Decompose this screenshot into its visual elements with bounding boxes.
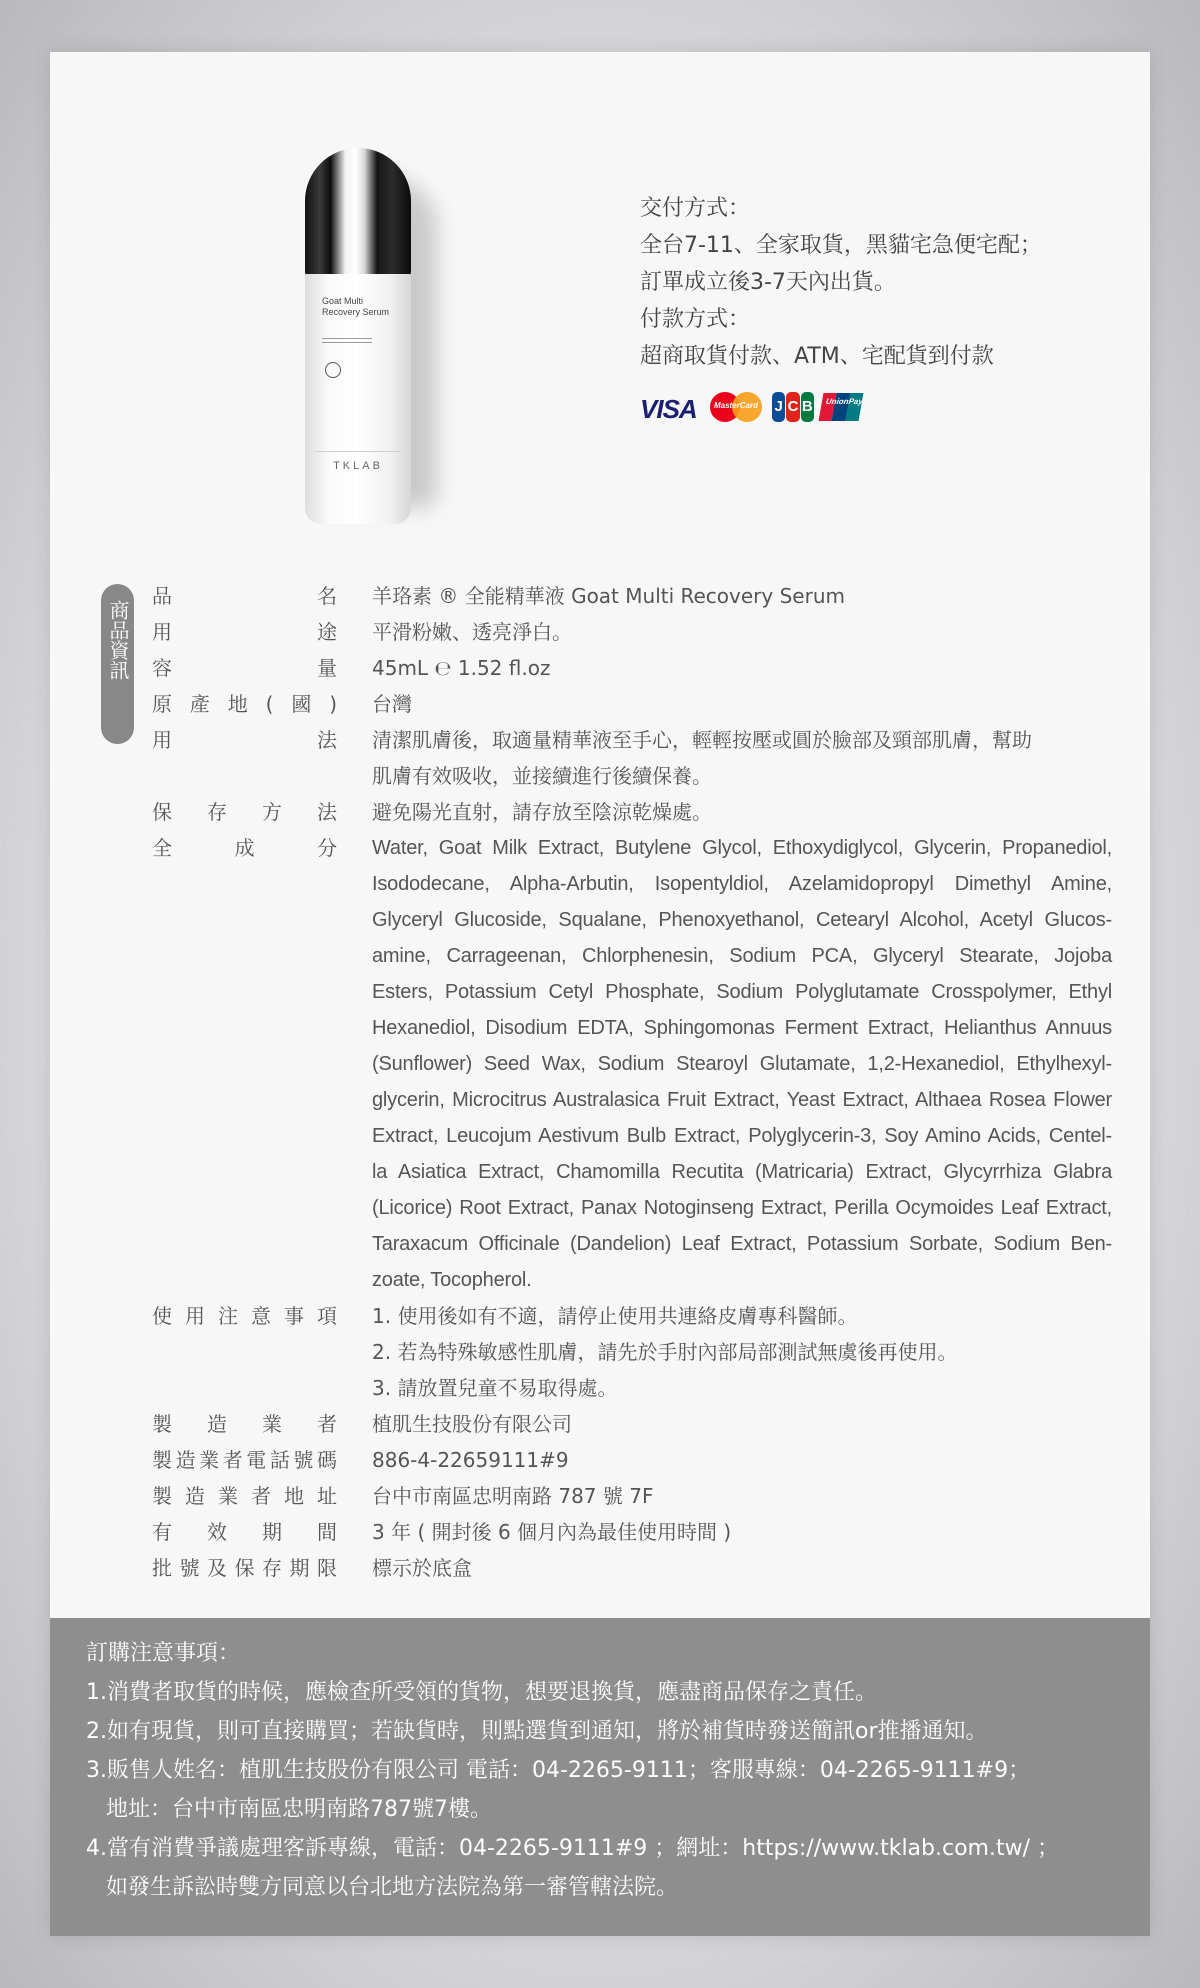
spec-value bbox=[372, 1298, 1112, 1406]
bottle-brand: TKLAB bbox=[333, 460, 383, 472]
visa-logo: VISA bbox=[640, 394, 697, 424]
spec-value-line: 平滑粉嫩、透亮淨白。 bbox=[372, 620, 572, 644]
product-info-tab-label: 商品資訊 bbox=[106, 600, 130, 680]
spec-value-line: 台中市南區忠明南路 787 號 7F bbox=[372, 1484, 654, 1508]
spec-label: 用途 bbox=[152, 620, 337, 644]
product-image bbox=[305, 148, 485, 548]
spec-value bbox=[372, 1550, 1112, 1586]
order-notice-line: 4.當有消費爭議處理客訴專線，電話：04-2265-9111#9 ；網址：https://www.tklab.com.tw/ ； bbox=[86, 1836, 1059, 1861]
spec-value-line: 避免陽光直射，請存放至陰涼乾燥處。 bbox=[372, 800, 712, 824]
spec-value-line: 45mL ℮ 1.52 fl.oz bbox=[372, 656, 551, 680]
spec-value bbox=[372, 1406, 1112, 1442]
spec-value bbox=[372, 578, 1112, 614]
spec-value-line: Hexanediol, Disodium EDTA, Sphingomonas Ferment Extract, Helianthus Annuus bbox=[372, 1017, 1112, 1039]
order-notice-line: 1.消費者取貨的時候，應檢查所受領的貨物，想要退換貨，應盡商品保存之責任。 bbox=[86, 1680, 877, 1705]
spec-value-line: 2. 若為特殊敏感性肌膚，請先於手肘內部局部測試無虞後再使用。 bbox=[372, 1340, 958, 1364]
spec-value-line: la Asiatica Extract, Chamomilla Recutita (Matricaria) Extract, Glycyrrhiza Glabra bbox=[372, 1161, 1112, 1183]
spec-label: 保存方法 bbox=[152, 800, 337, 824]
delivery-payment-info bbox=[640, 190, 1042, 375]
spec-row bbox=[152, 1442, 1112, 1478]
order-notice-line: 2.如有現貨，則可直接購買；若缺貨時，則點選貨到通知，將於補貨時發送簡訊or推播通知。 bbox=[86, 1719, 988, 1744]
spec-value bbox=[372, 722, 1112, 794]
spec-row bbox=[152, 1298, 1112, 1406]
spec-value-line: 886-4-22659111#9 bbox=[372, 1448, 569, 1472]
spec-value bbox=[372, 1442, 1112, 1478]
spec-label: 製造業者 bbox=[152, 1412, 337, 1436]
spec-value-line: 清潔肌膚後，取適量精華液至手心，輕輕按壓或圓於臉部及頸部肌膚，幫助 bbox=[372, 728, 1032, 752]
unionpay-text: UnionPay bbox=[825, 397, 864, 406]
spec-value-line: Extract, Leucojum Aestivum Bulb Extract, Polyglycerin-3, Soy Amino Acids, Centel- bbox=[372, 1125, 1112, 1147]
spec-label: 有效期間 bbox=[152, 1520, 337, 1544]
spec-label: 全成分 bbox=[152, 836, 337, 860]
spec-value-line: Taraxacum Officinale (Dandelion) Leaf Extract, Potassium Sorbate, Sodium Ben- bbox=[372, 1233, 1112, 1255]
bottle-cap bbox=[305, 148, 411, 276]
spec-label: 用法 bbox=[152, 728, 337, 752]
bottle-body bbox=[305, 274, 411, 524]
spec-label: 製造業者地址 bbox=[152, 1484, 337, 1508]
order-notice bbox=[50, 1618, 1150, 1936]
spec-row bbox=[152, 830, 1112, 1298]
spec-value-line: (Sunflower) Seed Wax, Sodium Stearoyl Glutamate, 1,2-Hexanediol, Ethylhexyl- bbox=[372, 1053, 1112, 1075]
spec-label: 原產地(國) bbox=[152, 692, 337, 716]
spec-row bbox=[152, 1406, 1112, 1442]
spec-value-line: 台灣 bbox=[372, 692, 412, 716]
spec-row bbox=[152, 650, 1112, 686]
jcb-letter-j: J bbox=[772, 392, 785, 422]
spec-value-line: Water, Goat Milk Extract, Butylene Glycol, Ethoxydiglycol, Glycerin, Propanediol, bbox=[372, 837, 1112, 859]
spec-row bbox=[152, 614, 1112, 650]
bottle-label-divider bbox=[315, 451, 401, 452]
spec-value bbox=[372, 794, 1112, 830]
spec-value-line: Isododecane, Alpha-Arbutin, Isopentyldiol, Azelamidopropyl Dimethyl Amine, bbox=[372, 873, 1112, 895]
spec-row bbox=[152, 1478, 1112, 1514]
spec-value-line: Esters, Potassium Cetyl Phosphate, Sodium Polyglutamate Crosspolymer, Ethyl bbox=[372, 981, 1112, 1003]
spec-value-line: 植肌生技股份有限公司 bbox=[372, 1412, 572, 1436]
bottle-label-fineprint bbox=[322, 338, 372, 346]
spec-row bbox=[152, 794, 1112, 830]
spec-value bbox=[372, 830, 1112, 1298]
delivery-heading: 交付方式： bbox=[640, 196, 751, 221]
spec-value bbox=[372, 686, 1112, 722]
spec-value-line: Glyceryl Glucoside, Squalane, Phenoxyethanol, Cetearyl Alcohol, Acetyl Glucos- bbox=[372, 909, 1112, 931]
spec-value bbox=[372, 1514, 1112, 1550]
payment-methods: 超商取貨付款、ATM、宅配貨到付款 bbox=[640, 344, 994, 369]
spec-value-line: 1. 使用後如有不適，請停止使用共連絡皮膚專科醫師。 bbox=[372, 1304, 858, 1328]
spec-value-line: 肌膚有效吸收，並接續進行後續保養。 bbox=[372, 764, 712, 788]
spec-label: 使用注意事項 bbox=[152, 1304, 337, 1328]
spec-label: 製造業者電話號碼 bbox=[152, 1448, 337, 1472]
spec-row bbox=[152, 1550, 1112, 1586]
bottle-label-name: Goat Multi Recovery Serum bbox=[322, 296, 390, 317]
spec-value-line: glycerin, Microcitrus Australasica Fruit Extract, Yeast Extract, Althaea Rosea Flower bbox=[372, 1089, 1112, 1111]
jcb-letter-c: C bbox=[786, 392, 799, 422]
spec-label: 容量 bbox=[152, 656, 337, 680]
spec-value bbox=[372, 1478, 1112, 1514]
spec-value bbox=[372, 614, 1112, 650]
spec-value bbox=[372, 650, 1112, 686]
spec-label: 批號及保存期限 bbox=[152, 1556, 337, 1580]
spec-row bbox=[152, 1514, 1112, 1550]
order-notice-line: 3.販售人姓名：植肌生技股份有限公司 電話：04-2265-9111；客服專線：04-2265-9111#9； bbox=[86, 1758, 1031, 1783]
unionpay-logo bbox=[819, 393, 864, 421]
spec-value-line: 3 年 ( 開封後 6 個月內為最佳使用時間 ) bbox=[372, 1520, 732, 1544]
order-notice-lines bbox=[86, 1634, 1059, 1907]
spec-value-line: (Licorice) Root Extract, Panax Notoginseng Extract, Perilla Ocymoides Leaf Extract, bbox=[372, 1197, 1112, 1219]
mastercard-text: MasterCard bbox=[713, 401, 758, 410]
product-info-card bbox=[50, 52, 1150, 1936]
payment-heading: 付款方式： bbox=[640, 307, 751, 332]
spec-row bbox=[152, 722, 1112, 794]
spec-value-line: 標示於底盒 bbox=[372, 1556, 472, 1580]
jcb-logo bbox=[772, 392, 814, 422]
spec-value-line: zoate, Tocopherol. bbox=[372, 1269, 532, 1291]
delivery-methods: 全台7-11、全家取貨，黑貓宅急便宅配； bbox=[640, 233, 1042, 258]
spec-row bbox=[152, 578, 1112, 614]
spec-value-line: 羊珞素 ® 全能精華液 Goat Multi Recovery Serum bbox=[372, 584, 845, 608]
spec-table bbox=[152, 578, 1112, 1586]
jcb-letter-b: B bbox=[801, 392, 814, 422]
mastercard-logo bbox=[708, 392, 764, 422]
shipping-time: 訂單成立後3-7天內出貨。 bbox=[640, 270, 896, 295]
spec-label: 品名 bbox=[152, 584, 337, 608]
spec-value-line: amine, Carrageenan, Chlorphenesin, Sodium PCA, Glyceryl Stearate, Jojoba bbox=[372, 945, 1112, 967]
order-notice-line: 訂購注意事項： bbox=[86, 1641, 241, 1666]
order-notice-line: 地址：台中市南區忠明南路787號7樓。 bbox=[106, 1797, 492, 1822]
product-info-tab bbox=[101, 584, 134, 744]
bottle-logo-icon bbox=[325, 362, 341, 378]
spec-value-line: 3. 請放置兒童不易取得處。 bbox=[372, 1376, 618, 1400]
spec-row bbox=[152, 686, 1112, 722]
order-notice-line: 如發生訴訟時雙方同意以台北地方法院為第一審管轄法院。 bbox=[106, 1875, 679, 1900]
